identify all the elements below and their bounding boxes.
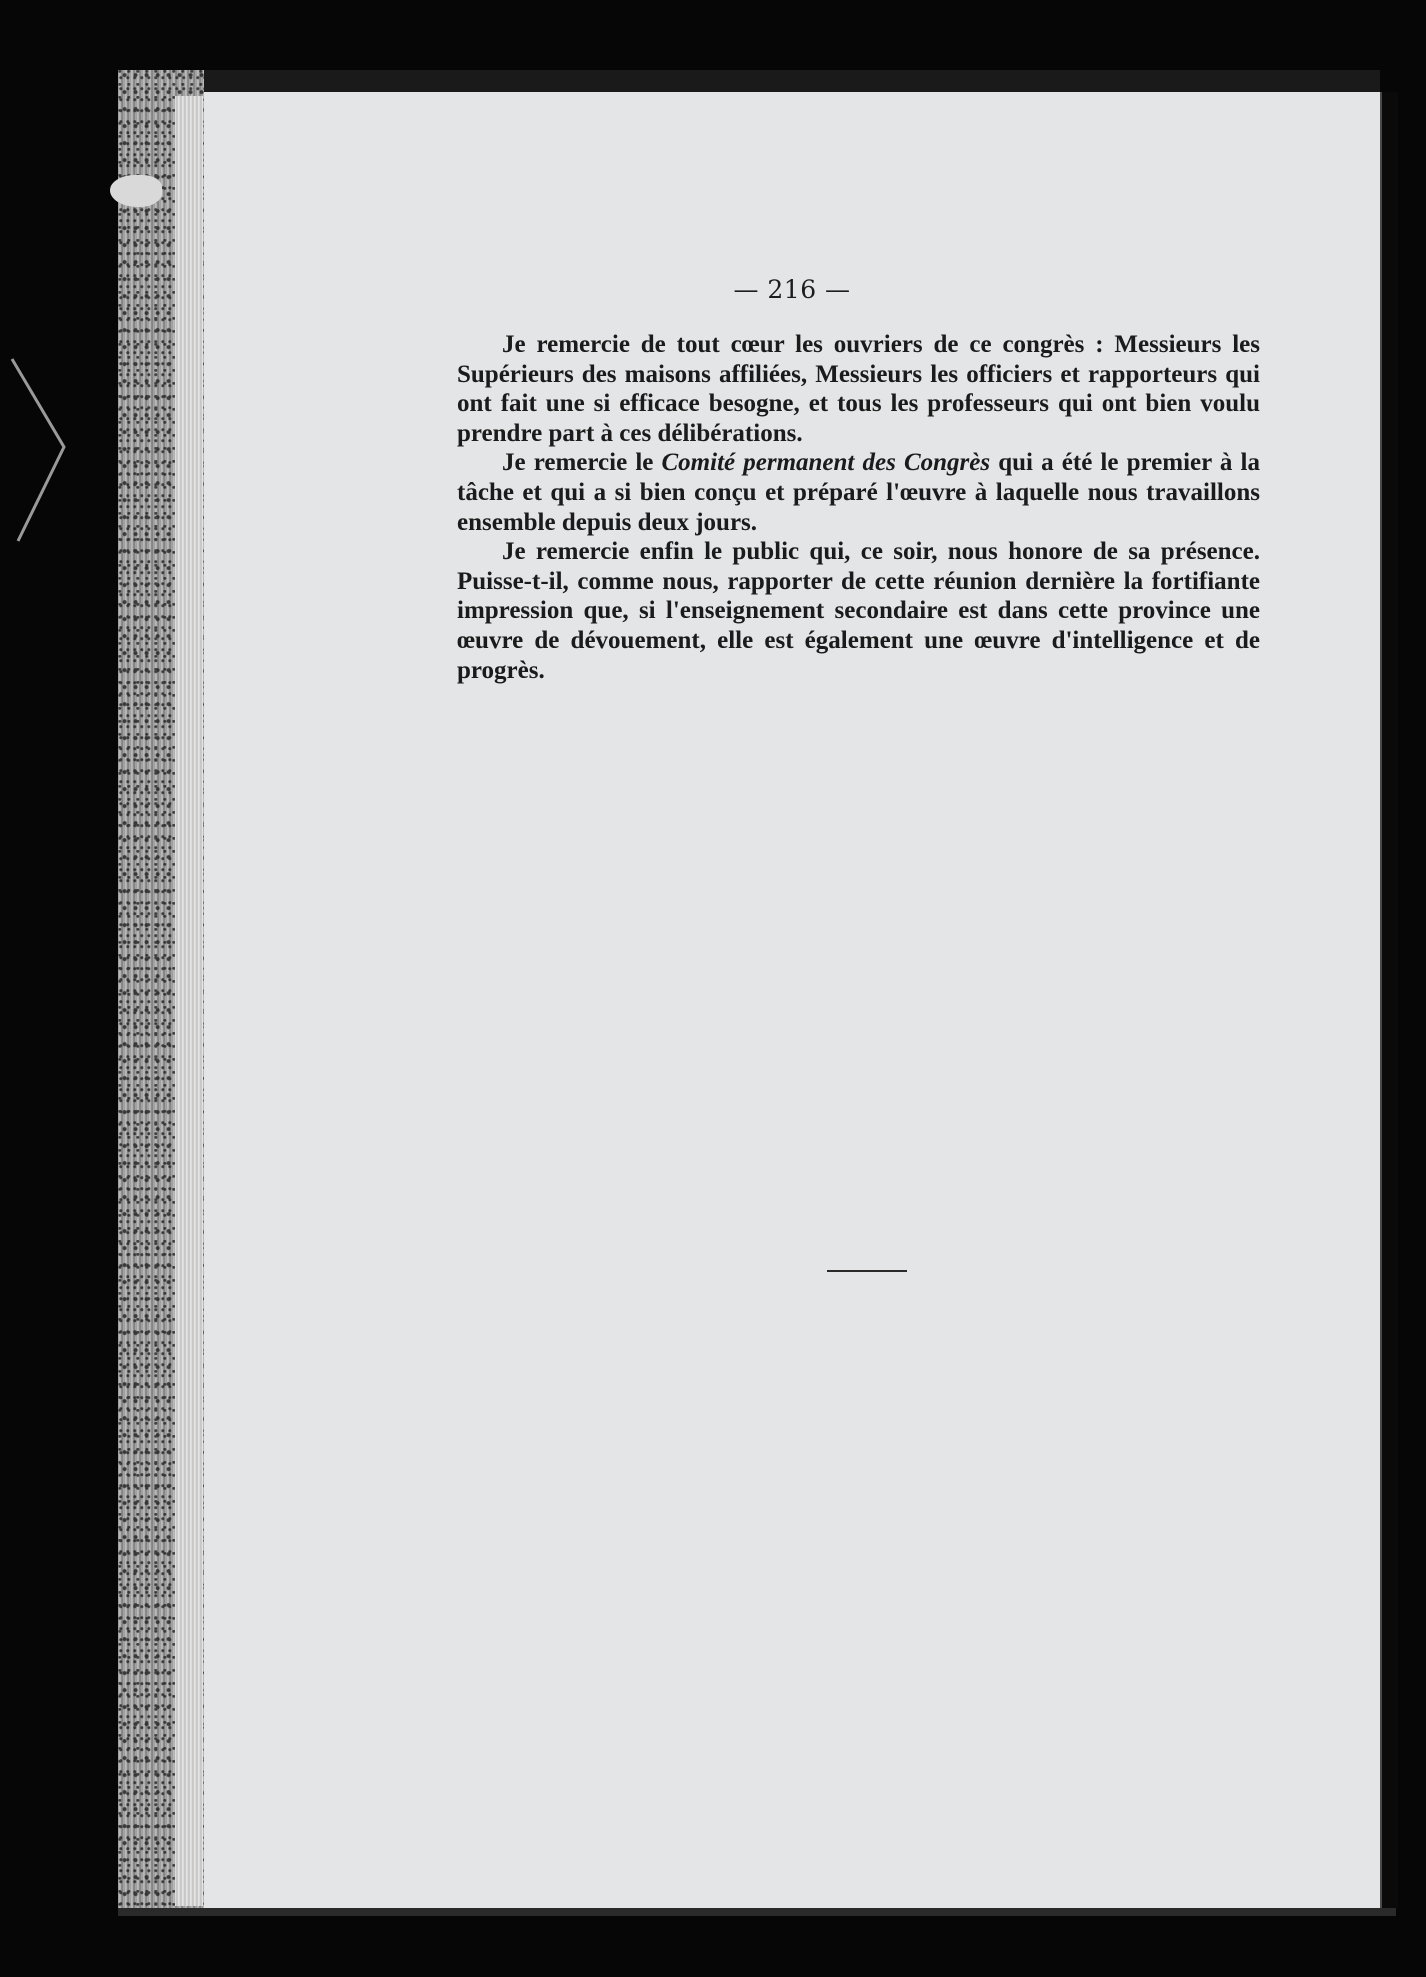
page-number: — 216 — — [733, 275, 851, 304]
paragraph-text: Je remercie le — [502, 449, 662, 477]
paragraph-text: qui a été le premier à la tâche et qui a si bien conçu et préparé l'œuvre à laquelle nous travaillons ensemble depuis deux jours. — [457, 449, 1260, 536]
paragraph — [457, 448, 1260, 537]
margin-scan-mark — [8, 355, 68, 545]
paragraph-text: Je remercie enfin le public qui, ce soir, nous honore de sa présence. Puisse-t-il, comme nous, rapporter de cette réunion dernière la fortifiante impression que, si l'enseignement secondaire est dans cette province une œuvre de dévouement, elle est également une œuvre d'intelligence et de progrès. — [457, 538, 1260, 684]
paragraph — [457, 537, 1260, 685]
paragraph-text: Je remercie de tout cœur les ouvriers de ce congrès : Messieurs les Supérieurs des maisons affiliées, Messieurs les officiers et rapporteurs qui ont fait une si efficace besogne, et tous les professeurs qui ont bien voulu prendre part à ces délibérations. — [457, 331, 1260, 447]
body-text — [457, 330, 1260, 685]
book-bottom-edge — [118, 1908, 1396, 1916]
end-rule — [827, 1270, 907, 1272]
paper-blot — [110, 175, 162, 207]
book-page — [204, 92, 1380, 1908]
paragraph — [457, 330, 1260, 448]
italic-text: Comité permanent des Congrès — [661, 449, 991, 477]
page-gutter — [175, 96, 203, 1906]
book-right-edge — [1380, 92, 1398, 1908]
